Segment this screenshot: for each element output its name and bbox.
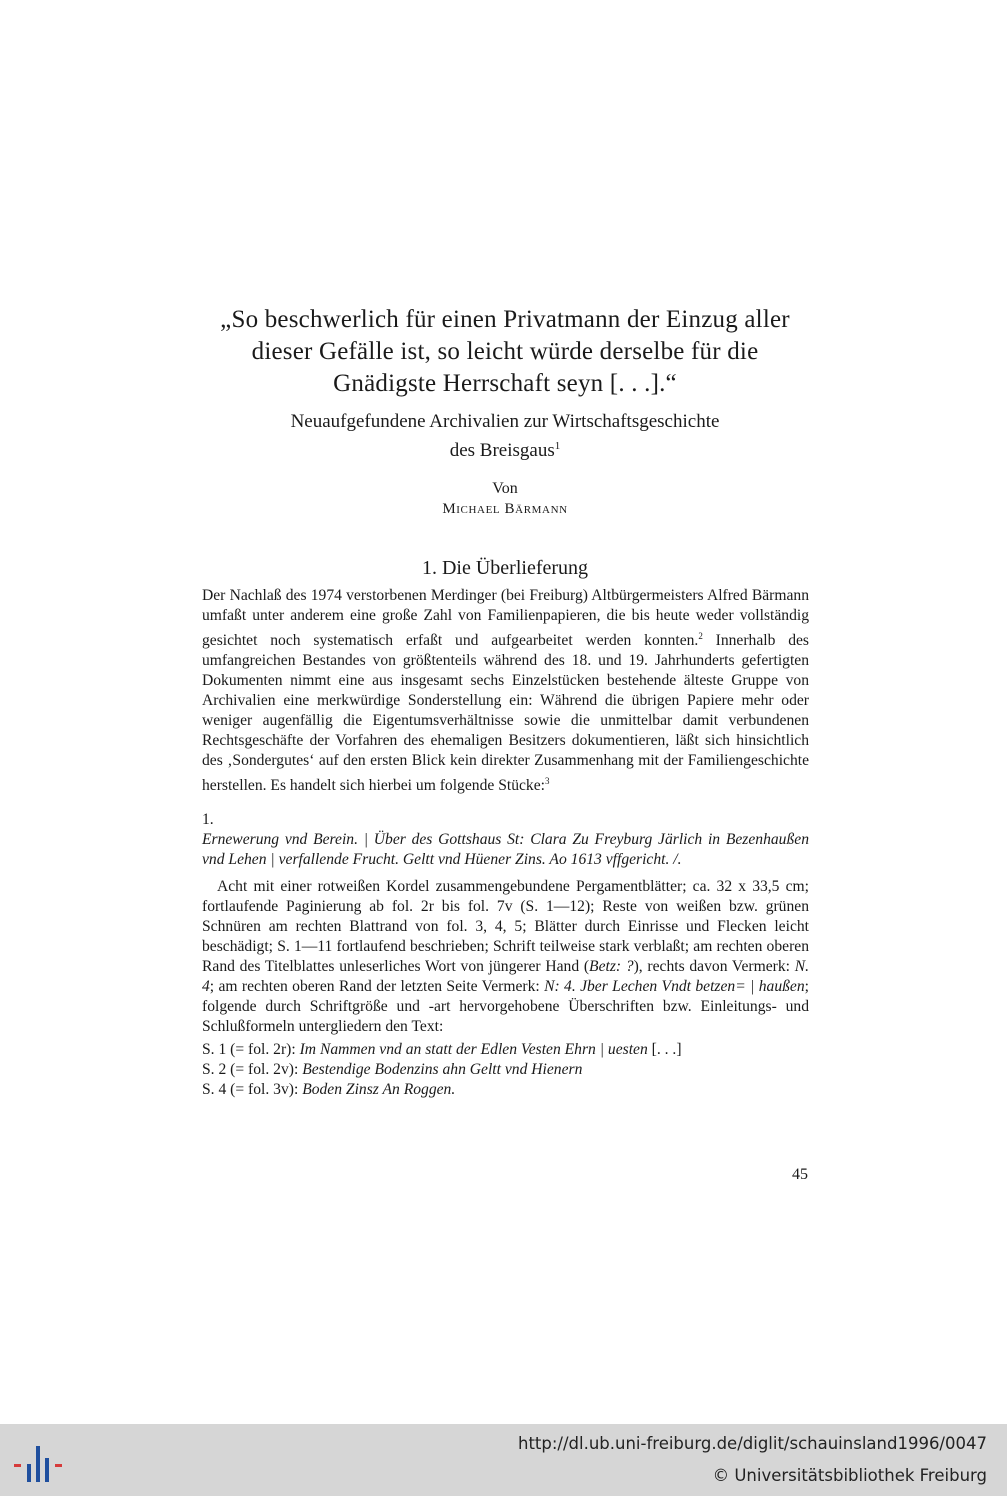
desc-d: N. 4: [202, 958, 809, 995]
article-body: [202, 586, 809, 1100]
article-subtitle: [160, 410, 850, 463]
byline-von: Von: [492, 480, 518, 497]
subtitle-line-2-text: des Breisgaus: [449, 440, 555, 461]
subtitle-line-1: Neuaufgefundene Archivalien zur Wirtschaftsgeschichte: [290, 411, 720, 432]
line-ref: S. 4 (= fol. 3v):: [202, 1081, 303, 1098]
item-title: Ernewerung vnd Berein. | Über des Gottshaus St: Clara Zu Freyburg Järlich in Bezenhaußen vnd Lehen | verfallende Frucht. Geltt vnd Hüener Zins. Ao 1613 vffgericht. /.: [202, 831, 809, 868]
paragraph-1-part-2: Innerhalb des umfangreichen Bestandes von größtenteils während des 18. und 19. Jahrhunderts gefertigten Dokumenten nimmt eine aus insgesamt sechs Einzelstücken bestehende älteste Gruppe von Archivalien eine merkwürdige Sonderstellung ein: Während die übrigen Papiere mehr oder weniger augenfällig die Eigentumsverhältnisse sowie die unmittelbar damit verbundenen Rechtsgeschäfte der Vorfahren des ehemaligen Besitzers dokumentieren, läßt sich hinsichtlich des ‚Sondergutes‘ auf den ersten Blick kein direkter Zusammenhang mit der Familiengeschichte herstellen. Es handelt sich hierbei um folgende Stücke:: [202, 632, 809, 794]
article-title-line-2: dieser Gefälle ist, so leicht würde derselbe für die: [251, 338, 759, 365]
subtitle-line-2: [160, 434, 850, 463]
line-text: Im Nammen vnd an statt der Edlen Vesten Ehrn | uesten: [299, 1041, 648, 1058]
line-text: Boden Zinsz An Roggen.: [302, 1081, 456, 1098]
footnote-marker-2: 2: [698, 631, 703, 641]
line-ref: S. 2 (= fol. 2v):: [202, 1061, 303, 1078]
page-number: 45: [792, 1166, 808, 1183]
desc-f: N: 4. Jber Lechen Vndt betzen= | haußen: [544, 978, 805, 995]
paragraph-1: [202, 586, 809, 796]
desc-b: Betz: ?: [589, 958, 634, 975]
desc-e: ; am rechten oberen Rand der letzten Seite Vermerk:: [209, 978, 545, 995]
copyright-text: © Universitätsbibliothek Freiburg: [712, 1466, 987, 1485]
author-name: Michael Bärmann: [442, 501, 568, 517]
article-title-line-3: Gnädigste Herrschaft seyn [. . .].“: [333, 370, 677, 397]
desc-g: ; folgende durch Schriftgröße und -art hervorgehobene Überschriften bzw. Einleitungs- und Schlußformeln untergliedern den Text:: [202, 978, 809, 1035]
footnote-marker-3: 3: [544, 776, 550, 786]
item-description: [202, 877, 809, 1037]
source-url-link[interactable]: http://dl.ub.uni-freiburg.de/diglit/schauinsland1996/0047: [517, 1434, 987, 1453]
article-title-line-1: „So beschwerlich für einen Privatmann der Einzug aller: [220, 306, 790, 333]
paragraph-1-part-1: Der Nachlaß des 1974 verstorbenen Merdinger (bei Freiburg) Altbürgermeisters Alfred Bärmann umfaßt unter anderem eine große Zahl von Familienpapieren, die bis heute weder vollständig gesichtet noch systematisch erfaßt und aufgearbeitet werden konnten.: [202, 587, 809, 649]
line-tail: [. . .]: [647, 1041, 682, 1058]
text-structure-line: [202, 1060, 809, 1080]
text-structure-line: [202, 1040, 809, 1060]
ub-freiburg-logo-icon: [12, 1438, 64, 1484]
line-text: Bestendige Bodenzins ahn Geltt vnd Hienern: [302, 1061, 583, 1078]
line-ref: S. 1 (= fol. 2r):: [202, 1041, 300, 1058]
text-structure-line: [202, 1080, 809, 1100]
desc-a: Acht mit einer rotweißen Kordel zusammengebundene Pergamentblätter; ca. 32 x 33,5 cm; fortlaufende Paginierung ab fol. 2r bis fol. 7v (S. 1—12); Reste von weißen bzw. grünen Schnüren am rechten Blattrand von fol. 3, 4, 5; Blätter durch Einrisse und Flecken leicht beschädigt; S. 1—11 fortlaufend beschrieben; Schrift teilweise stark verblaßt; am rechten oberen Rand des Titelblattes unleserliches Wort von jüngerer Hand (: [202, 878, 809, 975]
footer-bar: [0, 1424, 1007, 1496]
desc-c: ), rechts davon Vermerk:: [633, 958, 795, 975]
section-heading: 1. Die Überlieferung: [421, 557, 589, 579]
footnote-marker-1: 1: [554, 440, 561, 452]
article-header: [160, 304, 850, 519]
text-structure-list: [202, 1040, 809, 1100]
item-number: 1.: [202, 811, 214, 828]
